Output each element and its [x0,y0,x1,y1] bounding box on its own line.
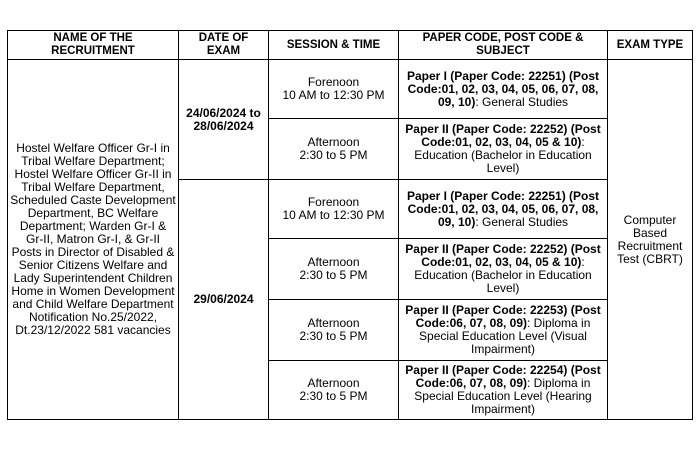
paper-code: Paper I (Paper Code: 22251) (Post Code:01, 02, 03, 04, 05, 06, 07, 08, 09, 10) [406,188,600,229]
session-time: 2:30 to 5 PM [299,389,368,403]
paper-subject: : Diploma in Special Education Level (Visual Impairment) [419,316,591,356]
header-session: SESSION & TIME [269,31,399,60]
header-date: DATE OF EXAM [179,31,269,60]
session-time: 2:30 to 5 PM [299,148,368,162]
paper-code: Paper II (Paper Code: 22254) (Post Code:06, 07, 08, 09) [405,363,601,390]
session-cell [269,60,399,119]
session-cell [269,300,399,361]
paper-cell [399,119,608,180]
paper-cell [399,239,608,300]
paper-cell [399,60,608,119]
session-time: 2:30 to 5 PM [299,268,368,282]
paper-code: Paper II (Paper Code: 22252) (Post Code:01, 02, 03, 04, 05 & 10) [405,242,601,269]
session-name: Afternoon [307,255,360,269]
session-name: Forenoon [307,195,360,209]
session-cell [269,119,399,180]
session-cell [269,239,399,300]
header-paper: PAPER CODE, POST CODE & SUBJECT [399,31,608,60]
session-name: Forenoon [307,75,360,89]
paper-code: Paper I (Paper Code: 22251) (Post Code:01, 02, 03, 04, 05, 06, 07, 08, 09, 10) [406,68,600,109]
session-cell [269,180,399,239]
session-cell [269,361,399,420]
paper-subject: : Diploma in Special Education Level (Hearing Impairment) [414,376,592,416]
exam-type: Computer Based Recruitment Test (CBRT) [608,60,693,420]
session-time: 10 AM to 12:30 PM [282,88,385,102]
paper-subject: : General Studies [475,214,569,229]
exam-schedule-table [7,30,693,420]
session-name: Afternoon [307,376,360,390]
session-time: 10 AM to 12:30 PM [282,208,385,222]
session-time: 2:30 to 5 PM [299,329,368,343]
paper-subject: : General Studies [475,94,569,109]
paper-cell [399,361,608,420]
paper-cell [399,300,608,361]
paper-cell [399,180,608,239]
paper-subject: : Education (Bachelor in Education Level) [414,135,592,175]
paper-code: Paper II (Paper Code: 22253) (Post Code:06, 07, 08, 09) [405,303,601,330]
header-recruitment: NAME OF THE RECRUITMENT [8,31,179,60]
recruitment-name: Hostel Welfare Officer Gr-I in Tribal Welfare Department; Hostel Welfare Officer Gr-II in Tribal Welfare Department, Scheduled Caste Development Department, BC Welfare Department; Warden Gr-I & Gr-II, Matron Gr-I, & Gr-II Posts in Director of Disabled & Senior Citizens Welfare and Lady Superintendent Children Home in Women Development and Child Welfare Department Notification No.25/2022, Dt.23/12/2022 581 vacancies [8,60,179,420]
table-row [8,60,693,119]
table-header-row [8,31,693,60]
paper-subject: : Education (Bachelor in Education Level) [414,255,592,295]
header-exam-type: EXAM TYPE [608,31,693,60]
session-name: Afternoon [307,135,360,149]
paper-code: Paper II (Paper Code: 22252) (Post Code:01, 02, 03, 04, 05 & 10) [405,122,601,149]
exam-date: 29/06/2024 [179,180,269,420]
exam-date: 24/06/2024 to 28/06/2024 [179,60,269,180]
session-name: Afternoon [307,316,360,330]
